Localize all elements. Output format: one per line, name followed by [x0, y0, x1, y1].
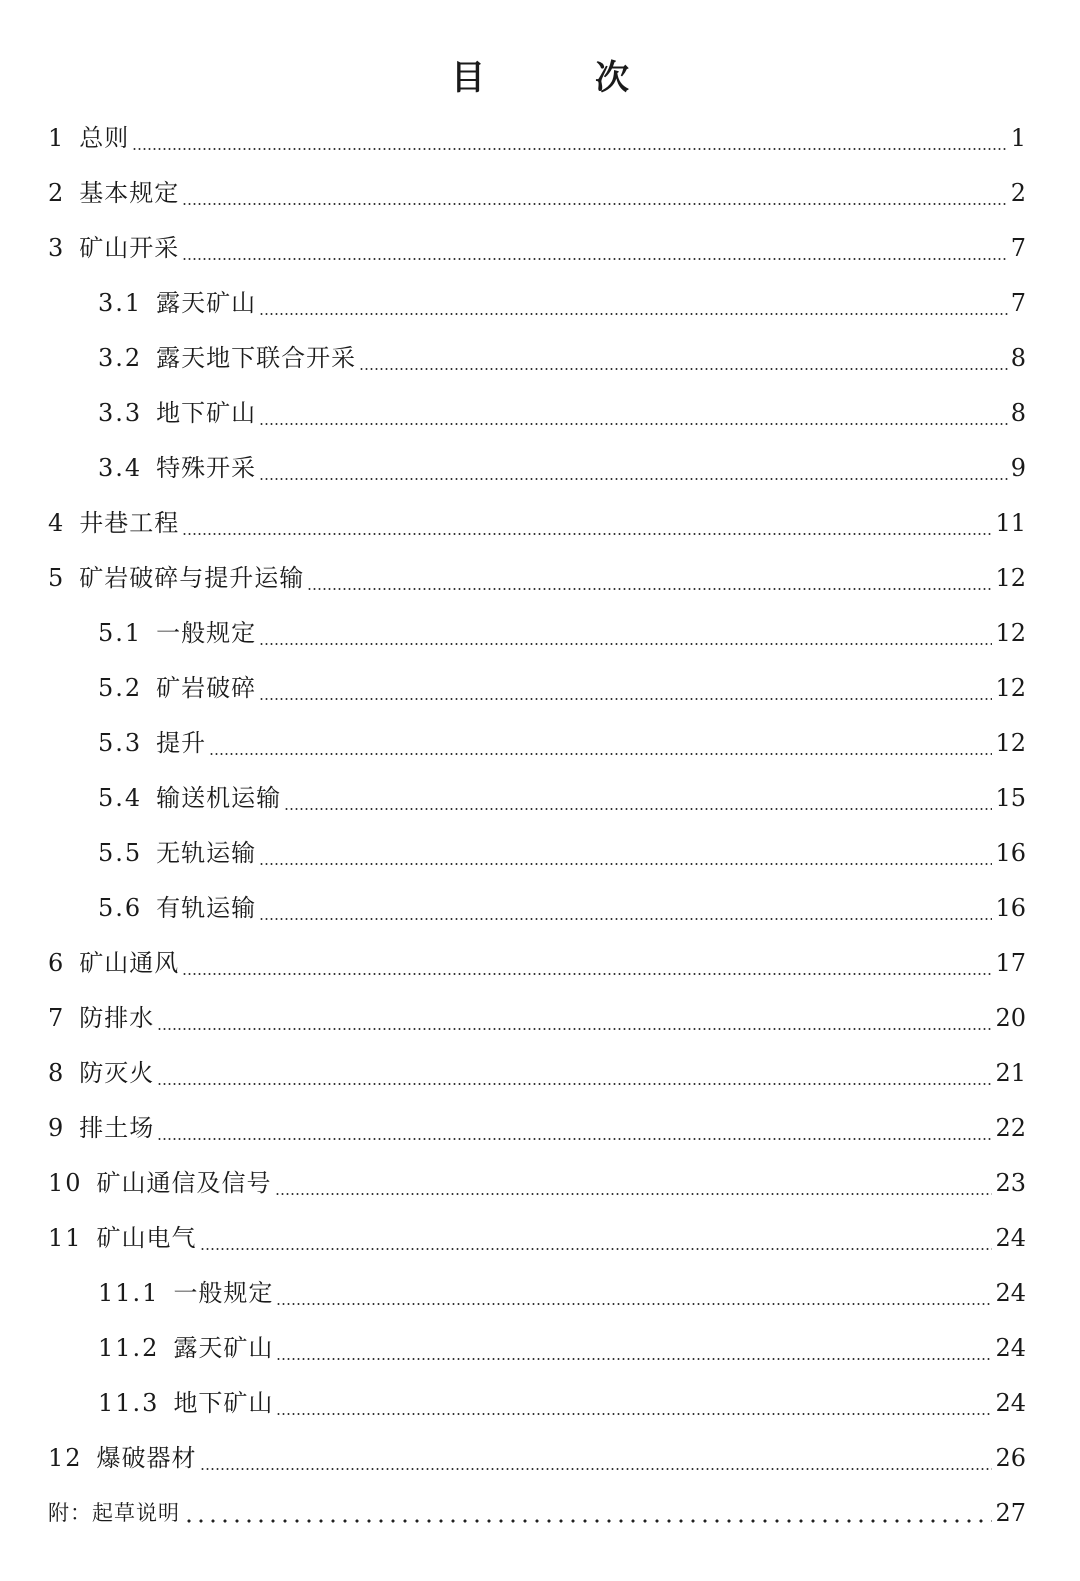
dot-leader	[200, 1248, 993, 1250]
toc-entry-title: 一般规定	[156, 619, 257, 647]
dot-leader	[259, 478, 1008, 480]
dot-leader	[284, 808, 992, 810]
dot-leader	[209, 753, 992, 755]
toc-entry-page-number: 7	[1010, 234, 1026, 262]
dot-leader	[183, 1519, 992, 1523]
dot-leader	[259, 698, 992, 700]
toc-chapter-entry	[0, 1101, 1080, 1156]
toc-chapter-entry	[0, 1156, 1080, 1211]
dot-leader	[359, 368, 1008, 370]
dot-leader	[157, 1083, 992, 1085]
toc-entry-number: 3.1	[98, 289, 143, 317]
toc-entry-title: 有轨运输	[156, 894, 257, 922]
toc-entry-number: 5.4	[98, 784, 143, 812]
toc-entry-number: 7	[48, 1004, 66, 1032]
toc-section-entry	[0, 716, 1080, 771]
toc-entry-number: 3.2	[98, 344, 143, 372]
toc-entry-title: 矿山电气	[96, 1224, 197, 1252]
toc-chapter-entry	[0, 166, 1080, 221]
toc-entry-title: 露天矿山	[173, 1334, 274, 1362]
toc-entry-page-number: 11	[995, 509, 1026, 537]
dot-leader	[276, 1303, 992, 1305]
toc-entry-number: 2	[48, 179, 66, 207]
toc-entry-number: 12	[48, 1444, 83, 1472]
toc-entry-page-number: 24	[995, 1334, 1026, 1362]
toc-entry-number: 1	[48, 124, 66, 152]
toc-entry-page-number: 23	[995, 1169, 1026, 1197]
toc-entry-number: 5	[48, 564, 66, 592]
toc-entry-number: 11	[48, 1224, 83, 1252]
toc-entry-title: 防排水	[79, 1004, 155, 1032]
toc-section-entry	[0, 826, 1080, 881]
dot-leader	[276, 1358, 992, 1360]
toc-entry-page-number: 24	[995, 1224, 1026, 1252]
toc-entry-title: 无轨运输	[156, 839, 257, 867]
dot-leader	[259, 643, 992, 645]
dot-leader	[132, 148, 1007, 150]
toc-entry-page-number: 12	[995, 674, 1026, 702]
toc-entry-page-number: 16	[995, 839, 1026, 867]
toc-entry-number: 6	[48, 949, 66, 977]
toc-chapter-entry	[0, 1046, 1080, 1101]
toc-entry-title: 爆破器材	[96, 1444, 197, 1472]
toc-entry-title: 矿山通信及信号	[96, 1169, 272, 1197]
toc-entry-title: 露天矿山	[156, 289, 257, 317]
dot-leader	[200, 1468, 993, 1470]
toc-entry-page-number: 16	[995, 894, 1026, 922]
toc-entry-number: 11.2	[98, 1334, 160, 1362]
toc-appendix-page-number: 27	[995, 1499, 1026, 1527]
toc-chapter-entry	[0, 936, 1080, 991]
toc-entry-page-number: 17	[995, 949, 1026, 977]
toc-entry-page-number: 22	[995, 1114, 1026, 1142]
dot-leader	[259, 918, 992, 920]
toc-appendix-title: 附：起草说明	[48, 1501, 180, 1525]
toc-section-entry	[0, 606, 1080, 661]
toc-entry-title: 一般规定	[173, 1279, 274, 1307]
toc-section-entry	[0, 1266, 1080, 1321]
toc-entry-number: 3.3	[98, 399, 143, 427]
dot-leader	[182, 973, 992, 975]
toc-entry-title: 矿岩破碎与提升运输	[79, 564, 305, 592]
toc-entry-number: 9	[48, 1114, 66, 1142]
toc-chapter-entry	[0, 496, 1080, 551]
toc-entry-number: 3	[48, 234, 66, 262]
toc-entry-page-number: 12	[995, 564, 1026, 592]
toc-entry-number: 11.3	[98, 1389, 160, 1417]
toc-entry-number: 8	[48, 1059, 66, 1087]
dot-leader	[182, 533, 992, 535]
toc-section-entry	[0, 881, 1080, 936]
toc-section-entry	[0, 1376, 1080, 1431]
toc-entry-title: 总则	[79, 124, 130, 152]
dot-leader	[259, 313, 1008, 315]
toc-entry-page-number: 20	[995, 1004, 1026, 1032]
toc-entry-title: 地下矿山	[156, 399, 257, 427]
toc-section-entry	[0, 661, 1080, 716]
toc-entry-title: 井巷工程	[79, 509, 180, 537]
toc-chapter-entry	[0, 221, 1080, 276]
toc-entry-page-number: 8	[1010, 344, 1026, 372]
toc-entry-number: 5.3	[98, 729, 143, 757]
toc-entry-title: 防灭火	[79, 1059, 155, 1087]
dot-leader	[182, 203, 1007, 205]
toc-entry-title: 基本规定	[79, 179, 180, 207]
toc-entry-number: 5.1	[98, 619, 143, 647]
toc-entry-title: 排土场	[79, 1114, 155, 1142]
toc-section-entry	[0, 276, 1080, 331]
toc-entry-page-number: 15	[995, 784, 1026, 812]
toc-entry-page-number: 26	[995, 1444, 1026, 1472]
toc-chapter-entry	[0, 991, 1080, 1046]
toc-entry-page-number: 7	[1010, 289, 1026, 317]
toc-entry-title: 矿山开采	[79, 234, 180, 262]
toc-entry-title: 特殊开采	[156, 454, 257, 482]
toc-entry-page-number: 8	[1010, 399, 1026, 427]
toc-entry-title: 地下矿山	[173, 1389, 274, 1417]
toc-entry-title: 提升	[156, 729, 207, 757]
toc-entry-number: 5.5	[98, 839, 143, 867]
toc-entry-number: 4	[48, 509, 66, 537]
toc-entry-title: 露天地下联合开采	[156, 344, 357, 372]
table-of-contents	[0, 111, 1080, 1541]
toc-chapter-entry	[0, 1431, 1080, 1486]
dot-leader	[157, 1138, 992, 1140]
dot-leader	[259, 863, 992, 865]
toc-entry-page-number: 24	[995, 1389, 1026, 1417]
toc-entry-page-number: 9	[1010, 454, 1026, 482]
toc-chapter-entry	[0, 1211, 1080, 1266]
toc-section-entry	[0, 441, 1080, 496]
toc-entry-number: 5.2	[98, 674, 143, 702]
toc-entry-page-number: 21	[995, 1059, 1026, 1087]
toc-chapter-entry	[0, 551, 1080, 606]
dot-leader	[157, 1028, 992, 1030]
toc-chapter-entry	[0, 111, 1080, 166]
dot-leader	[182, 258, 1007, 260]
toc-entry-title: 矿山通风	[79, 949, 180, 977]
toc-entry-number: 11.1	[98, 1279, 160, 1307]
dot-leader	[307, 588, 992, 590]
toc-section-entry	[0, 1321, 1080, 1376]
toc-entry-title: 输送机运输	[156, 784, 282, 812]
toc-entry-page-number: 24	[995, 1279, 1026, 1307]
toc-section-entry	[0, 771, 1080, 826]
page-title: 目 次	[451, 57, 667, 98]
dot-leader	[259, 423, 1008, 425]
toc-entry-title: 矿岩破碎	[156, 674, 257, 702]
dot-leader	[276, 1413, 992, 1415]
toc-section-entry	[0, 386, 1080, 441]
toc-entry-page-number: 12	[995, 729, 1026, 757]
toc-section-entry	[0, 331, 1080, 386]
toc-entry-page-number: 12	[995, 619, 1026, 647]
toc-entry-number: 3.4	[98, 454, 143, 482]
toc-appendix-entry	[0, 1486, 1080, 1541]
toc-entry-number: 5.6	[98, 894, 143, 922]
dot-leader	[275, 1193, 993, 1195]
toc-entry-number: 10	[48, 1169, 83, 1197]
toc-entry-page-number: 1	[1010, 124, 1026, 152]
toc-entry-page-number: 2	[1010, 179, 1026, 207]
